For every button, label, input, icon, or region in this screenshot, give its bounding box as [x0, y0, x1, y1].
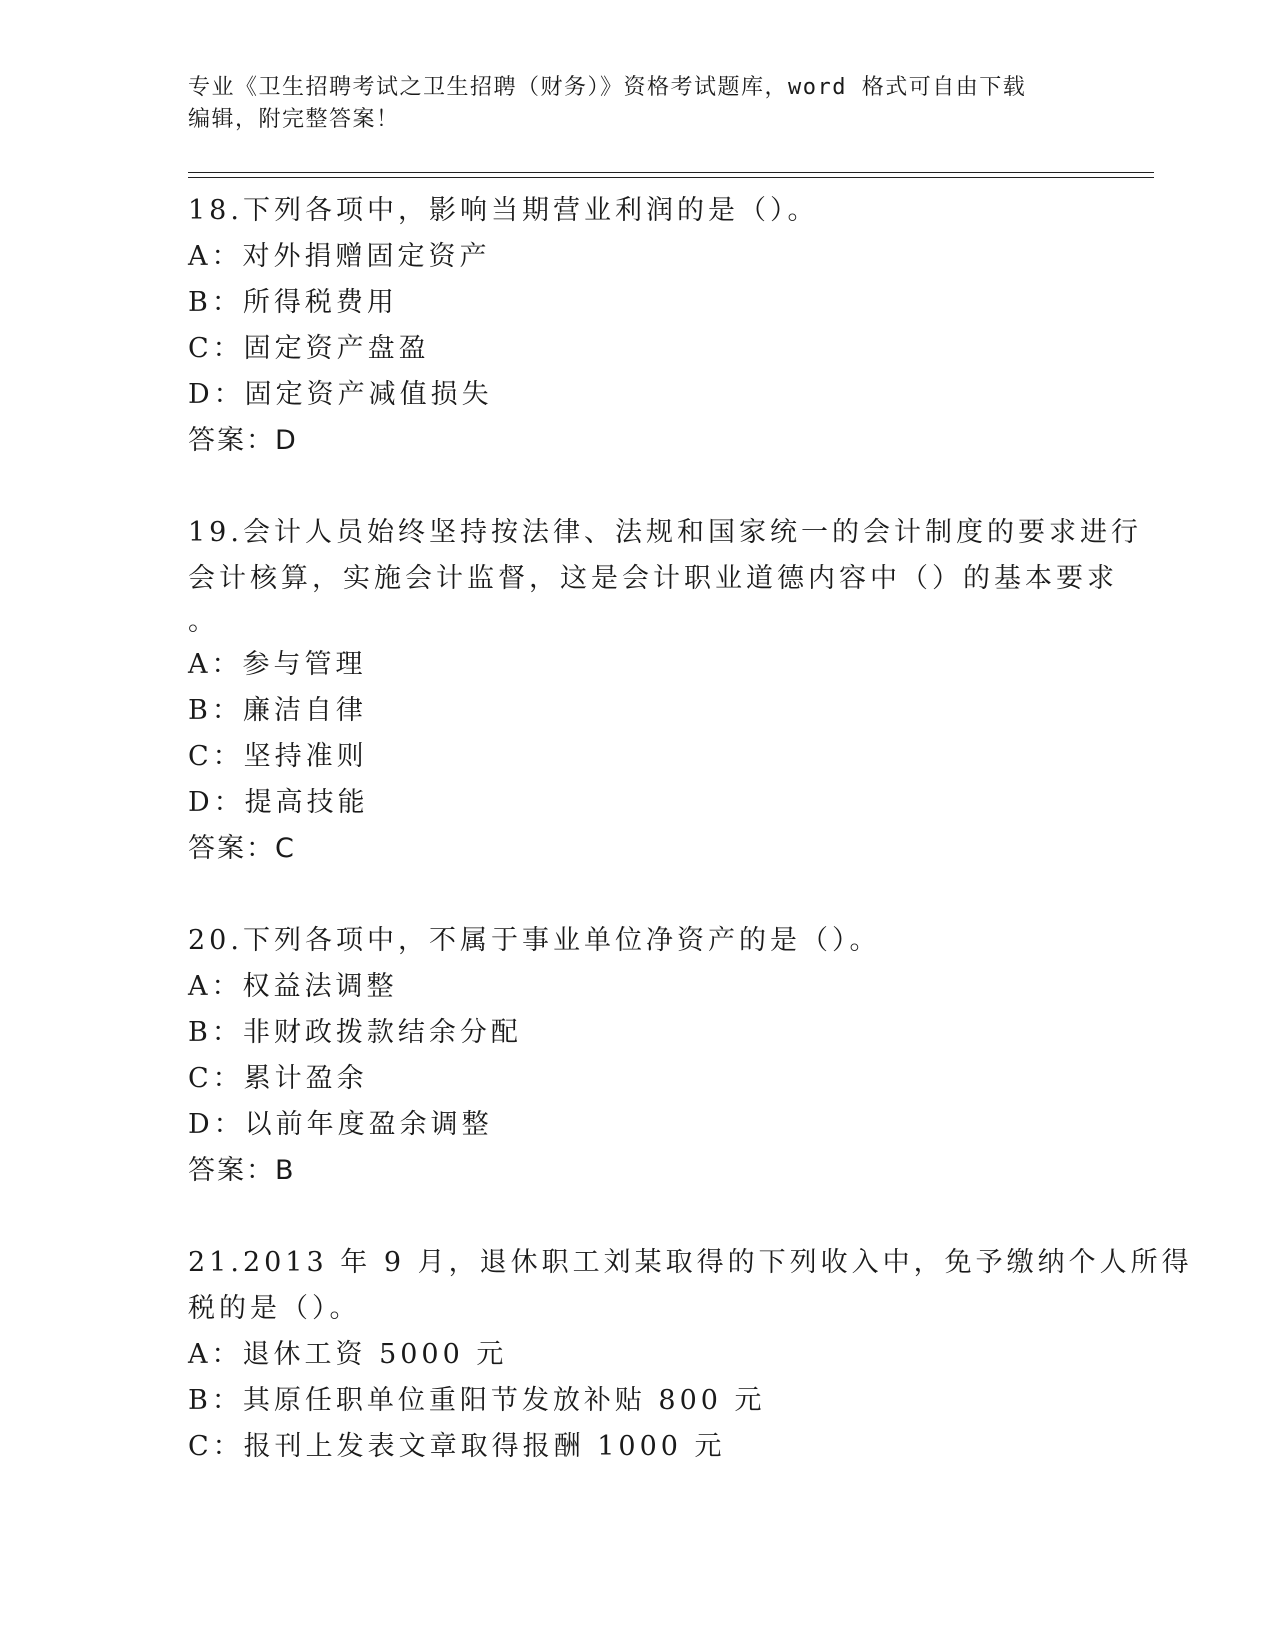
stem-line: 21.2013 年 9 月，退休职工刘某取得的下列收入中，免予缴纳个人所得	[188, 1247, 1193, 1278]
option-a: A：退休工资 5000 元	[188, 1339, 508, 1370]
option-b: B：廉洁自律	[188, 695, 367, 726]
answer: 答案：B	[188, 1155, 296, 1186]
header-divider-top	[188, 172, 1154, 173]
header-divider-bottom	[188, 177, 1154, 178]
question-stem	[188, 188, 1088, 234]
stem-line: 。	[188, 606, 219, 637]
question-stem	[188, 918, 1088, 964]
stem-line: 税的是（）。	[188, 1293, 361, 1324]
option-d: D：提高技能	[188, 787, 369, 818]
option-d: D：固定资产减值损失	[188, 379, 493, 410]
option-b: B：所得税费用	[188, 287, 398, 318]
option-b: B：其原任职单位重阳节发放补贴 800 元	[188, 1385, 766, 1416]
option-d: D：以前年度盈余调整	[188, 1109, 493, 1140]
question-19	[188, 510, 1142, 872]
option-c: C：报刊上发表文章取得报酬 1000 元	[188, 1431, 726, 1462]
stem-line: 19.会计人员始终坚持按法律、法规和国家统一的会计制度的要求进行	[188, 517, 1142, 548]
header-line-2: 编辑，附完整答案！	[188, 107, 400, 132]
option-a: A：权益法调整	[188, 971, 398, 1002]
stem-line: 18.下列各项中，影响当期营业利润的是（）。	[188, 195, 819, 226]
question-20	[188, 918, 1088, 1194]
question-stem	[188, 510, 1142, 642]
answer: 答案：D	[188, 425, 298, 456]
header-line-1: 专业《卫生招聘考试之卫生招聘（财务）》资格考试题库，word 格式可自由下载	[188, 75, 1027, 100]
stem-line: 20.下列各项中，不属于事业单位净资产的是（）。	[188, 925, 881, 956]
option-c: C：固定资产盘盈	[188, 333, 430, 364]
question-list	[188, 188, 1193, 1516]
answer: 答案：C	[188, 833, 296, 864]
option-a: A：参与管理	[188, 649, 367, 680]
stem-line: 会计核算，实施会计监督，这是会计职业道德内容中（）的基本要求	[188, 563, 1118, 594]
option-b: B：非财政拨款结余分配	[188, 1017, 522, 1048]
question-21	[188, 1240, 1193, 1470]
document-header	[188, 72, 1088, 136]
option-c: C：坚持准则	[188, 741, 368, 772]
question-stem	[188, 1240, 1193, 1332]
option-a: A：对外捐赠固定资产	[188, 241, 491, 272]
option-c: C：累计盈余	[188, 1063, 368, 1094]
question-18	[188, 188, 1088, 464]
